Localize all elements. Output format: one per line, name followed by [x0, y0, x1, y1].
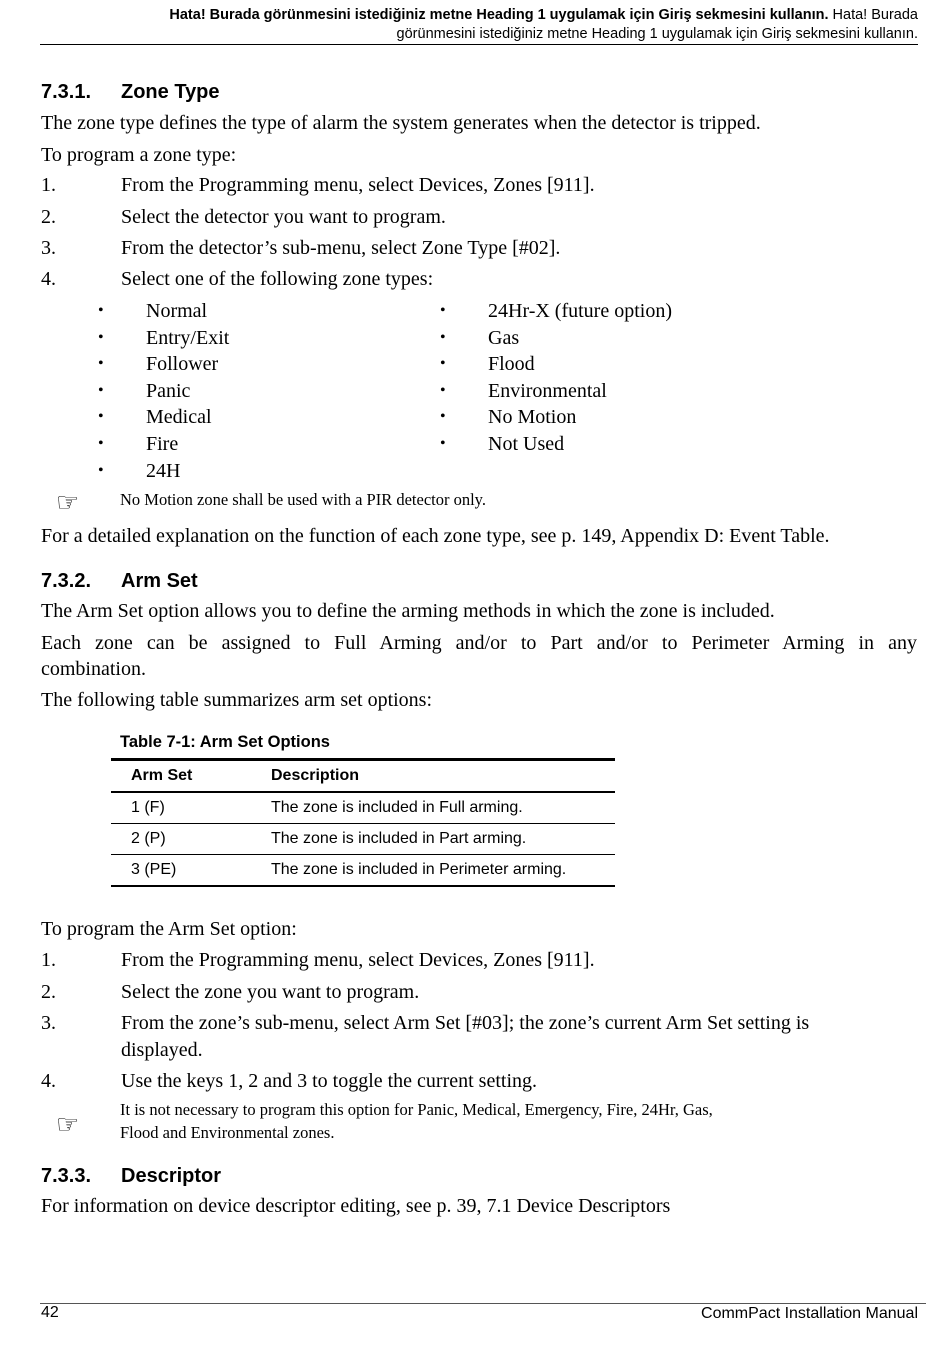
zone-type-label: Fire — [146, 433, 179, 455]
heading-zone-type — [41, 80, 220, 104]
table-cell: 2 (P) — [111, 824, 271, 855]
zone-type-label: Environmental — [488, 380, 607, 402]
column-header: Description — [271, 760, 615, 793]
paragraph: To program a zone type: — [41, 144, 237, 166]
bullet-icon: • — [440, 329, 446, 346]
step-number: 3. — [41, 237, 56, 259]
bullet-icon: • — [98, 408, 104, 425]
hand-pointing-icon: ☞ — [56, 1110, 80, 1139]
footer-divider — [40, 1303, 926, 1304]
zone-type-label: Normal — [146, 300, 208, 322]
note-text: No Motion zone shall be used with a PIR detector only. — [120, 490, 486, 509]
step-number: 1. — [41, 949, 56, 971]
zone-type-label: Medical — [146, 406, 212, 428]
heading-title: Arm Set — [121, 570, 198, 592]
bullet-icon: • — [98, 462, 104, 479]
heading-number: 7.3.2. — [41, 570, 92, 592]
paragraph: The Arm Set option allows you to define the arming methods in which the zone is included. — [41, 600, 775, 622]
zone-type-label: Gas — [488, 327, 520, 349]
running-header-tail: Hata! Burada — [832, 7, 918, 23]
header-divider — [40, 44, 918, 45]
table-caption: Table 7-1: Arm Set Options — [120, 733, 330, 751]
zone-type-label: 24H — [146, 460, 181, 482]
bullet-icon: • — [440, 382, 446, 399]
step-number: 4. — [41, 268, 56, 290]
heading-title: Zone Type — [121, 81, 220, 103]
running-header-bold: Hata! Burada görünmesini istediğiniz metne Heading 1 uygulamak için Giriş sekmesini kullanın. — [169, 7, 829, 23]
table-header-row — [111, 760, 615, 793]
running-header-line-2: görünmesini istediğiniz metne Heading 1 uygulamak için Giriş sekmesini kullanın. — [396, 26, 918, 42]
zone-type-label: Panic — [146, 380, 191, 402]
bullet-icon: • — [98, 435, 104, 452]
column-header: Arm Set — [111, 760, 271, 793]
running-header-line-1 — [40, 6, 918, 25]
paragraph: The zone type defines the type of alarm the system generates when the detector is tripped. — [41, 112, 761, 134]
step-number: 4. — [41, 1070, 56, 1092]
bullet-icon: • — [440, 355, 446, 372]
heading-title: Descriptor — [121, 1165, 222, 1187]
step-text: displayed. — [121, 1039, 203, 1061]
bullet-icon: • — [440, 435, 446, 452]
paragraph: combination. — [41, 658, 146, 680]
table-cell: 3 (PE) — [111, 855, 271, 887]
step-number: 3. — [41, 1012, 56, 1034]
step-text: From the detector’s sub-menu, select Zone Type [#02]. — [121, 237, 561, 259]
paragraph: To program the Arm Set option: — [41, 918, 297, 940]
bullet-icon: • — [98, 382, 104, 399]
note-text: Flood and Environmental zones. — [120, 1123, 335, 1142]
zone-type-label: Flood — [488, 353, 535, 375]
step-text: Select the zone you want to program. — [121, 981, 420, 1003]
step-number: 2. — [41, 981, 56, 1003]
zone-type-label: 24Hr-X (future option) — [488, 300, 672, 322]
table-row — [111, 824, 615, 855]
note-text: It is not necessary to program this option for Panic, Medical, Emergency, Fire, 24Hr, Gas, — [120, 1100, 713, 1119]
heading-arm-set — [41, 569, 198, 593]
table-row — [111, 855, 615, 887]
paragraph: For a detailed explanation on the function of each zone type, see p. 149, Appendix D: Event Table. — [41, 525, 830, 547]
table-cell: The zone is included in Part arming. — [271, 824, 615, 855]
step-text: From the Programming menu, select Devices, Zones [911]. — [121, 949, 595, 971]
bullet-icon: • — [98, 302, 104, 319]
zone-type-label: Follower — [146, 353, 219, 375]
paragraph: For information on device descriptor editing, see p. 39, 7.1 Device Descriptors — [41, 1195, 671, 1217]
heading-number: 7.3.1. — [41, 81, 92, 103]
heading-descriptor — [41, 1164, 221, 1188]
hand-pointing-icon: ☞ — [56, 488, 80, 517]
step-text: From the zone’s sub-menu, select Arm Set [#03]; the zone’s current Arm Set setting is — [121, 1012, 810, 1034]
bullet-icon: • — [440, 302, 446, 319]
paragraph: The following table summarizes arm set options: — [41, 689, 433, 711]
step-number: 2. — [41, 206, 56, 228]
step-text: From the Programming menu, select Devices, Zones [911]. — [121, 174, 595, 196]
step-text: Select one of the following zone types: — [121, 268, 434, 290]
step-text: Use the keys 1, 2 and 3 to toggle the current setting. — [121, 1070, 538, 1092]
step-text: Select the detector you want to program. — [121, 206, 446, 228]
table-cell: The zone is included in Full arming. — [271, 792, 615, 824]
paragraph-justified: Each zone can be assigned to Full Arming and/or to Part and/or to Perimeter Arming in any — [41, 632, 917, 654]
bullet-icon: • — [98, 329, 104, 346]
heading-number: 7.3.3. — [41, 1165, 92, 1187]
arm-set-table — [111, 758, 615, 887]
table-cell: The zone is included in Perimeter arming. — [271, 855, 615, 887]
manual-title: CommPact Installation Manual — [701, 1305, 918, 1322]
table-cell: 1 (F) — [111, 792, 271, 824]
step-number: 1. — [41, 174, 56, 196]
bullet-icon: • — [440, 408, 446, 425]
bullet-icon: • — [98, 355, 104, 372]
zone-type-label: Not Used — [488, 433, 565, 455]
zone-type-label: No Motion — [488, 406, 577, 428]
zone-type-label: Entry/Exit — [146, 327, 230, 349]
running-header — [40, 6, 918, 44]
table-row — [111, 792, 615, 824]
page-number: 42 — [41, 1304, 59, 1321]
